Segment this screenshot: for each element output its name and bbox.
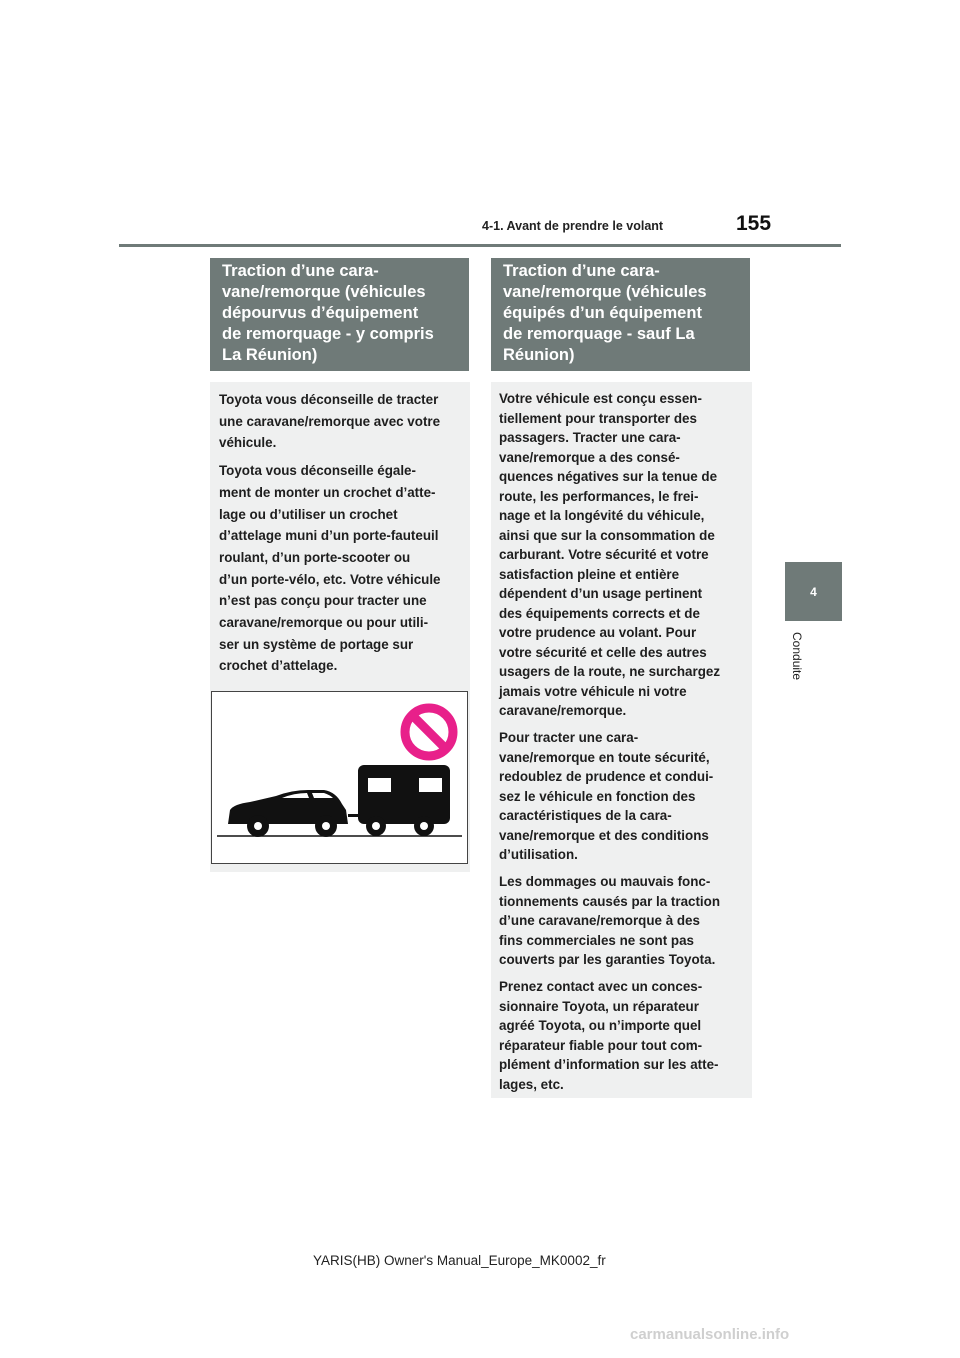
- right-text-panel: [491, 382, 752, 1098]
- towing-prohibited-illustration: [211, 691, 468, 864]
- footer-manual-id: YARIS(HB) Owner's Manual_Europe_MK0002_fr: [313, 1253, 606, 1268]
- caravan-icon: [348, 765, 450, 836]
- watermark-text: carmanualsonline.info: [630, 1326, 790, 1343]
- right-paragraph-1: Votre véhicule est conçu essen- tiellement pour transporter des passagers. Tracter une cara- vane/remorque a des consé- quences négatives sur la tenue de route, les performances, le frei- nage et la longévité du véhicule, ainsi que sur la consommation de carburant. Votre sécurité et votre satisfaction pleine et entière dépendent d’un usage pertinent des équipements corrects et de votre prudence au volant. Pour votre sécurité et celle des autres usagers de la route, ne surchargez jamais votre véhicule ni votre caravane/remorque.: [499, 391, 721, 718]
- chapter-number: 4: [810, 584, 817, 599]
- left-paragraph-2: Toyota vous déconseille égale- ment de monter un crochet d’atte- lage ou d’utiliser un crochet d’attelage muni d’un porte-fauteuil roulant, d’un porte-scooter ou d’un porte-vélo, etc. Votre véhicule n’est pas conçu pour tracter une caravane/remorque ou pour utili- ser un système de portage sur crochet d’attelage.: [219, 463, 441, 674]
- right-paragraph-3: Les dommages ou mauvais fonc- tionnements causés par la traction d’une caravane/remorque à des fins commerciales ne sont pas couverts par les garanties Toyota.: [499, 874, 721, 967]
- chapter-label: Conduite: [790, 632, 804, 681]
- right-paragraph-4: Prenez contact avec un conces- sionnaire Toyota, un réparateur agréé Toyota, ou n’importe quel réparateur fiable pour tout com- plément d’information sur les atte- lages, etc.: [499, 979, 719, 1092]
- chapter-tab: [785, 562, 842, 621]
- left-section-heading: Traction d’une cara- vane/remorque (véhicules dépourvus d’équipement de remorquage - y compris La Réunion): [210, 258, 469, 371]
- towing-illustration-svg: [212, 692, 467, 863]
- right-paragraph-2: Pour tracter une cara- vane/remorque en toute sécurité, redoublez de prudence et condui- sez le véhicule en fonction des caractéristiques de la cara- vane/remorque et des conditions d’utilisation.: [499, 730, 714, 862]
- header-rule: [119, 244, 841, 247]
- prohibition-icon: [405, 708, 453, 756]
- right-section-heading: Traction d’une cara- vane/remorque (véhicules équipés d’un équipement de remorquage - sauf La Réunion): [491, 258, 750, 371]
- car-icon: [228, 790, 348, 837]
- page-number: 155: [736, 212, 772, 235]
- left-paragraph-1: Toyota vous déconseille de tracter une caravane/remorque avec votre véhicule.: [219, 392, 441, 451]
- header-section-title: 4-1. Avant de prendre le volant: [482, 219, 664, 233]
